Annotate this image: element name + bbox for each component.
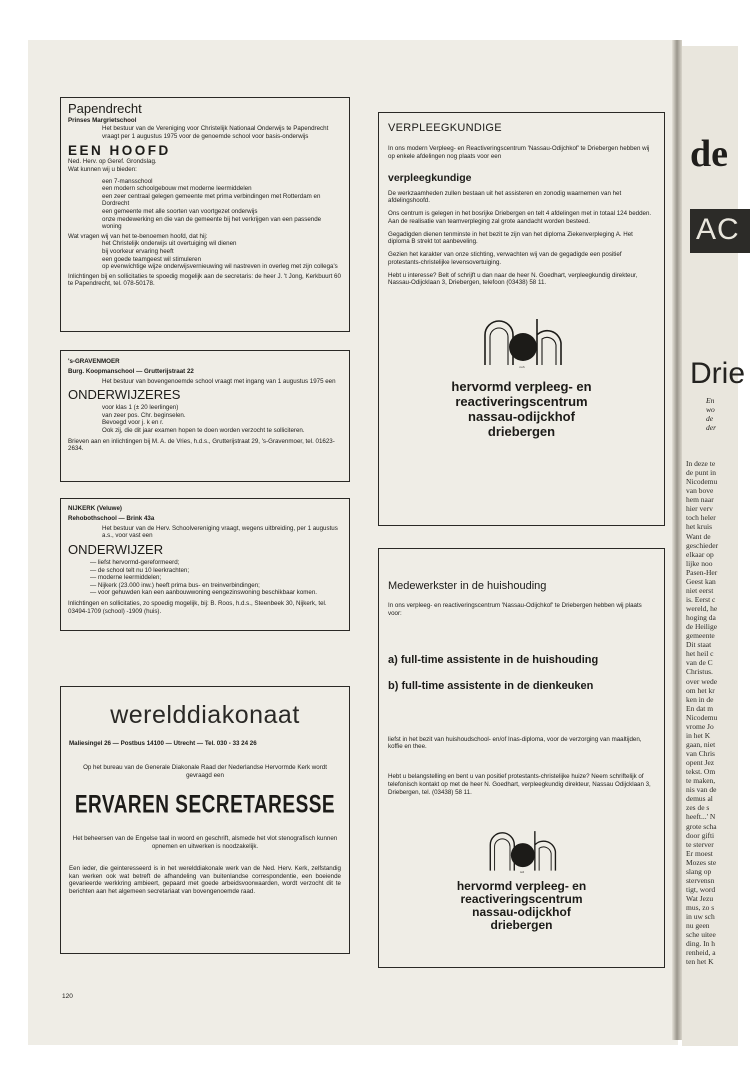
column-line: grote scha <box>686 821 717 831</box>
ad-nijkerk-school: Rehobothschool — Brink 43a <box>68 514 155 522</box>
column-line: te maken, <box>686 776 716 786</box>
ad-wereld-title: werelddiakonaat <box>110 701 300 729</box>
column-line: Want de <box>686 531 711 541</box>
column-line: ding. In h <box>686 939 715 949</box>
ad-nijkerk-intro: Het bestuur van de Herv. Schoolvereniging vraagt, wegens uitbreiding, per 1 augustus a.s., voor vast een <box>102 524 338 540</box>
ask-line: bij voorkeur ervaring heeft <box>102 248 174 255</box>
ad-gravenmoer <box>60 350 350 482</box>
offer-line: een gemeente met alle soorten van voortgezet onderwijs <box>102 208 258 215</box>
column-line: in uw sch <box>686 912 715 922</box>
ask-line: het Christelijk onderwijs uit overtuiging wil dienen <box>102 240 237 248</box>
column-line: Nicodemu <box>686 712 718 722</box>
ad-papendrecht-school: Prinses Margrietschool <box>68 117 137 124</box>
ad-papendrecht-position: EEN HOOFD <box>68 143 171 159</box>
nijkerk-bullet: — voor gehuwden kan een aanbouwwoning eengezinswoning beschikbaar komen. <box>90 589 318 597</box>
ad-verpleeg-org <box>388 379 655 439</box>
column-line: hoging da <box>686 613 716 623</box>
column-line: vrome Jo <box>686 721 714 731</box>
column-line: het heil c <box>686 649 714 659</box>
column-line: sche uitee <box>686 930 716 940</box>
column-line: zes de s <box>686 803 710 813</box>
column-line: is. Eerst c <box>686 594 716 604</box>
org-line: hervormd verpleeg- en <box>451 379 592 394</box>
ad-papendrecht-ask-heading: Wat vragen wij van het te-benoemen hoofd, dat hij: <box>68 232 208 240</box>
ad-wereld-req: Het beheersen van de Engelse taal in woord en geschrift, alsmede het vlot stenografisch kunnen opnemen en uitwerken is noodzakelijk. <box>72 835 338 850</box>
ad-papendrecht-contact: Inlichtingen bij en sollicitaties te spoedig mogelijk aan de secretaris: de heer J. 't Jong, Kerkbuurt 60 te Papendrecht, tel. 078-50178. <box>68 272 341 288</box>
ad-nijkerk-place: NIJKERK (Veluwe) <box>68 505 122 512</box>
column-line: slang op <box>686 866 712 876</box>
column-line: nu geen <box>686 921 710 931</box>
offer-line: een zeer centraal gelegen gemeente met prima verbindingen met Rotterdam en Dordrecht <box>102 192 321 208</box>
offer-line: een modern schoolgebouw met moderne leermiddelen <box>102 185 252 193</box>
ad-verpleeg-p3: Gegadigden dienen tenminste in het bezit te zijn van het diploma Ziekenverpleging A. Het diploma B strekt tot aanbeveling. <box>388 230 633 246</box>
column-line: in het K <box>686 730 711 740</box>
column-line: ken in de <box>686 694 714 704</box>
column-line: elkaar op <box>686 549 714 559</box>
ad-huis-p1: liefst in het bezit van huishoudschool- en/of Inas-diploma, voor de verzorging van maaltijden, koffie en thee. <box>388 735 642 751</box>
ask-line: op evenwichtige wijze onderwijsvernieuwing wil nastreven in overleg met zijn collega's <box>102 263 338 271</box>
column-line: wereld, he <box>686 604 718 613</box>
noh-logo <box>388 826 655 874</box>
column-line: tigt, word <box>686 884 716 894</box>
italic-line: En <box>706 396 715 405</box>
ask-line: een goede teamgeest wil stimuleren <box>102 255 202 263</box>
ad-wereld-address: Maliesingel 26 — Postbus 14100 — Utrecht — Tel. 030 - 33 24 26 <box>69 740 257 747</box>
ad-verpleeg-p4: Gezien het karakter van onze stichting, verwachten wij van de gegadigde een positief protestants-christelijke levensovertuiging. <box>388 251 622 266</box>
column-line: Nicodemu <box>686 477 718 487</box>
column-line: lijke noo <box>686 558 713 568</box>
noh-logo-text: noh <box>518 365 525 369</box>
noh-logo-text: noh <box>519 871 524 875</box>
ad-gravenmoer-place: 's-GRAVENMOER <box>68 358 120 365</box>
column-line: de punt in <box>686 468 716 478</box>
gravenmoer-line: Bevoegd voor j. k en r. <box>102 419 164 427</box>
column-line: renheid, a <box>686 948 716 958</box>
ad-nijkerk-position: ONDERWIJZER <box>68 542 164 557</box>
column-line: toch heler <box>686 513 716 523</box>
column-line: Mozes ste <box>686 857 717 867</box>
ad-verpleeg-p5: Hebt u interesse? Belt of schrijft u dan naar de heer N. Goedhart, verpleegkundig direkteur, Nassau-Odijcklaan 3, Driebergen, telefoon (03438) 58 11. <box>388 271 638 287</box>
ad-papendrecht-offer-heading: Wat kunnen wij u bieden: <box>68 166 137 173</box>
column-line: over wede <box>686 676 718 686</box>
column-line: Christus. <box>686 667 713 677</box>
column-line: van Chris <box>686 749 715 758</box>
italic-line: wo <box>706 405 715 414</box>
right-page-italics <box>706 396 716 432</box>
column-line: Er moest <box>686 848 713 858</box>
column-line: hem naar <box>686 495 714 505</box>
noh-logo <box>388 313 655 369</box>
ad-huishouding <box>378 548 665 968</box>
right-page-head: de <box>690 133 728 175</box>
ad-verpleeg-p2: Ons centrum is gelegen in het bosrijke Driebergen en telt 4 afdelingen met in totaal 124 bedden. Aan de realisatie van teamverpleging zal grote aandacht worden besteed. <box>388 210 652 225</box>
org-line: nassau-odijckhof <box>472 905 571 920</box>
ad-wereld-position: ERVAREN SECRETARESSE <box>74 791 336 820</box>
org-line: driebergen <box>487 424 556 439</box>
column-line: van de C <box>686 658 713 668</box>
right-page <box>682 46 746 1046</box>
gravenmoer-line: Ook zij, die dit jaar examen hopen te doen worden verzocht te solliciteren. <box>102 426 305 434</box>
column-line: ten het K <box>686 957 714 967</box>
org-line: nassau-odijckhof <box>468 409 575 424</box>
column-line: stervensn <box>686 875 715 885</box>
page-number: 120 <box>62 993 73 1000</box>
column-line: gemeente <box>686 631 715 641</box>
ad-papendrecht-intro: Het bestuur van de Vereniging voor Christelijk Nationaal Onderwijs te Papendrecht vraagt per 1 augustus 1975 voor de genoemde school voor basis-onderwijs <box>102 124 329 140</box>
ad-verpleegkundige <box>378 112 665 526</box>
column-line: nis van de <box>686 785 717 795</box>
nijkerk-bullet: — liefst hervormd-gereformeerd; <box>90 559 180 566</box>
ad-verpleeg-p1: De werkzaamheden zullen bestaan uit het assisteren en zonodig waarnemen van het afdelingshoofd. <box>388 189 622 205</box>
ad-verpleeg-position: verpleegkundige <box>388 171 472 184</box>
column-line: Geest kan <box>686 576 716 586</box>
ad-huis-intro: In ons verpleeg- en reactiveringscentrum 'Nassau-Odijchkof' te Driebergen hebben wij plaats voor: <box>388 602 642 617</box>
column-line: om het kr <box>686 685 715 695</box>
right-page-column <box>686 459 718 967</box>
ad-nijkerk <box>60 498 350 631</box>
ad-wereld-intro: Op het bureau van de Generale Diakonale Raad der Nederlandse Hervormde Kerk wordt gevraagd een <box>83 763 327 779</box>
nijkerk-bullet: — moderne leermiddelen; <box>90 574 162 582</box>
ad-nijkerk-contact: Inlichtingen en sollicitaties, zo spoedig mogelijk, bij: B. Roos, h.d.s., Steenbeek 30, Nijkerk, tel. 03494-1709 (school) -1909 (huis). <box>68 599 327 615</box>
ad-verpleeg-intro: In ons modern Verpleeg- en Reactiveringscentrum 'Nassau-Odijchkof' te Driebergen hebben wij op enkele afdelingen nog plaats voor een <box>388 145 650 160</box>
ad-gravenmoer-intro: Het bestuur van bovengenoemde school vraagt met ingang van 1 augustus 1975 een <box>102 377 336 385</box>
italic-line: der <box>706 423 716 432</box>
column-line: het kruis <box>686 522 713 532</box>
ad-werelddiakonaat <box>60 686 350 954</box>
column-line: geschieder <box>686 540 719 550</box>
ad-gravenmoer-school: Burg. Koopmanschool — Grutterijstraat 22 <box>68 367 194 375</box>
ad-huis-p2: Hebt u belangstelling en bent u van positief protestants-christelijke huize? Neem schriftelijk of telefonisch kontakt op met de heer N. Goedhart, verpleegkundig direkteur, Nassau Odijcklaan 3, Driebergen, tel. (03438) 58 11. <box>388 773 651 796</box>
column-line: niet eerst <box>686 585 714 595</box>
column-line: mus, zo s <box>686 903 715 913</box>
org-line: hervormd verpleeg- en <box>456 879 587 894</box>
ad-huis-org <box>388 880 655 932</box>
column-line: van bove <box>686 486 714 496</box>
gravenmoer-line: voor klas 1 (± 20 leerlingen) <box>102 404 179 412</box>
page-fold <box>672 40 682 1040</box>
org-line: reactiveringscentrum <box>455 394 588 409</box>
column-line: opent Jez <box>686 758 715 768</box>
column-line: Dit staat <box>686 640 712 650</box>
ad-gravenmoer-contact: Brieven aan en inlichtingen bij M. A. de Vries, h.d.s., Grutterijstraat 29, 's-Gravenmoer, tel. 01623-2634. <box>68 437 335 453</box>
column-line: te sterver <box>686 839 714 849</box>
org-line: reactiveringscentrum <box>460 892 583 907</box>
column-line: tekst. Om <box>686 767 716 777</box>
column-line: Wat Jezu <box>686 894 714 903</box>
column-line: En dat m <box>686 703 714 713</box>
ad-huis-title: Medewerkster in de huishouding <box>388 580 547 592</box>
right-page-banner-text: AC <box>696 213 740 246</box>
right-page-banner <box>690 209 750 253</box>
column-line: gaan, niet <box>686 739 716 749</box>
column-line: In deze te <box>686 459 716 468</box>
offer-line: een 7-mansschool <box>102 177 153 185</box>
ad-wereld-body: Een ieder, die geinteresseerd is in het werelddiakonale werk van de Ned. Herv. Kerk, zelfstandig kan werken ook wat betreft de afhandeling van buitenlandse correspondentie, een boeiende gevarieerde werkkring ambieert, gepaard met goede arbeidsvoorwaarden, wordt verzocht dit te berichten aan het algemeen secretariaat van bovengenoemde raad. <box>69 864 341 895</box>
column-line: door gifti <box>686 830 715 840</box>
gravenmoer-line: van zeer pos. Chr. beginselen. <box>102 411 186 419</box>
ad-papendrecht <box>60 97 350 332</box>
org-line: driebergen <box>490 918 553 933</box>
column-line: hier verv <box>686 504 713 514</box>
ad-verpleeg-title: VERPLEEGKUNDIGE <box>388 122 502 134</box>
column-line: heeft...' N <box>686 812 716 822</box>
nijkerk-bullet: — de school telt nu 10 leerkrachten; <box>90 566 190 574</box>
nijkerk-bullet: — Nijkerk (23.000 inw.) heeft prima bus- en treinverbindingen; <box>90 581 260 589</box>
offer-line: onze medewerking en die van de gemeente bij het verkrijgen van een passende woning <box>102 215 322 231</box>
ad-huis-option-a: a) full-time assistente in de huishouding <box>388 653 599 666</box>
column-line: demus al <box>686 794 713 804</box>
right-page-title: Drie <box>690 357 746 390</box>
column-line: Pasen-Her <box>686 567 718 577</box>
column-line: de Heilige <box>686 622 718 632</box>
ad-huis-option-b: b) full-time assistente in de dienkeuken <box>388 679 594 692</box>
ad-papendrecht-place: Papendrecht <box>68 101 142 116</box>
ad-gravenmoer-position: ONDERWIJZERES <box>68 387 181 403</box>
ad-papendrecht-denomination: Ned. Herv. op Geref. Grondslag. <box>68 158 157 166</box>
italic-line: de <box>706 414 714 423</box>
